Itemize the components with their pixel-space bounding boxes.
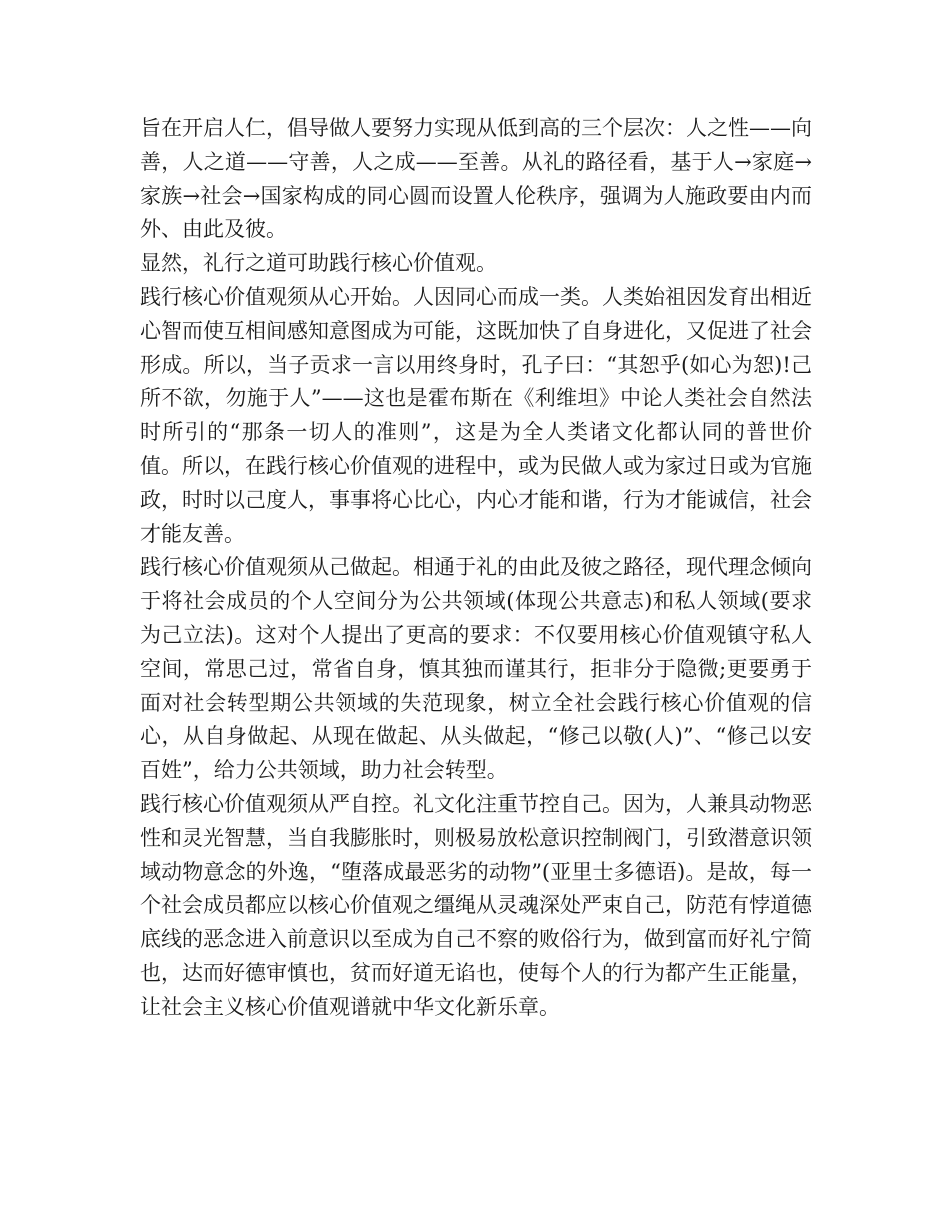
paragraph-conclusion-statement: 显然，礼行之道可助践行核心价值观。 — [140, 251, 497, 276]
paragraph-self-control: 践行核心价值观须从严自控。礼文化注重节控自己。因为，人兼具动物恶性和灵光智慧，当自我膨胀时，则极易放松意识控制阀门，引致潜意识领域动物意念的外逸，“堕落成最恶劣的动物”(亚里士多德语)。是故，每一个社会成员都应以核心价值观之缰绳从灵魂深处严束自己，防范有悖道德底线的恶念进入前意识以至成为自己不察的败俗行为，做到富而好礼宁简也，达而好德审慎也，贫而好道无谄也，使每个人的行为都产生正能量，让社会主义核心价值观谱就中华文化新乐章。 — [140, 791, 812, 1019]
paragraph-from-self: 践行核心价值观须从己做起。相通于礼的由此及彼之路径，现代理念倾向于将社会成员的个人空间分为公共领域(体现公共意志)和私人领域(要求为己立法)。这对个人提出了更高的要求：不仅要用核心价值观镇守私人空间，常思己过，常省自身，慎其独而谨其行，拒非分于隐微;更要勇于面对社会转型期公共领域的失范现象，树立全社会践行核心价值观的信心，从自身做起、从现在做起、从头做起，“修己以敬(人)”、“修己以安百姓”，给力公共领域，助力社会转型。 — [140, 555, 812, 783]
paragraph-intro-continued: 旨在开启人仁，倡导做人要努力实现从低到高的三个层次：人之性——向善，人之道——守善，人之成——至善。从礼的路径看，基于人→家庭→家族→社会→国家构成的同心圆而设置人伦秩序，强调为人施政要由内而外、由此及彼。 — [140, 116, 812, 242]
paragraph-from-heart: 践行核心价值观须从心开始。人因同心而成一类。人类始祖因发育出相近心智而使互相间感知意图成为可能，这既加快了自身进化，又促进了社会形成。所以，当子贡求一言以用终身时，孔子曰：“其恕乎(如心为恕)!己所不欲，勿施于人”——这也是霍布斯在《利维坦》中论人类社会自然法时所引的“那条一切人的准则”，这是为全人类诸文化都认同的普世价值。所以，在践行核心价值观的进程中，或为民做人或为家过日或为官施政，时时以己度人，事事将心比心，内心才能和谐，行为才能诚信，社会才能友善。 — [140, 284, 812, 546]
body-text — [140, 112, 812, 1025]
